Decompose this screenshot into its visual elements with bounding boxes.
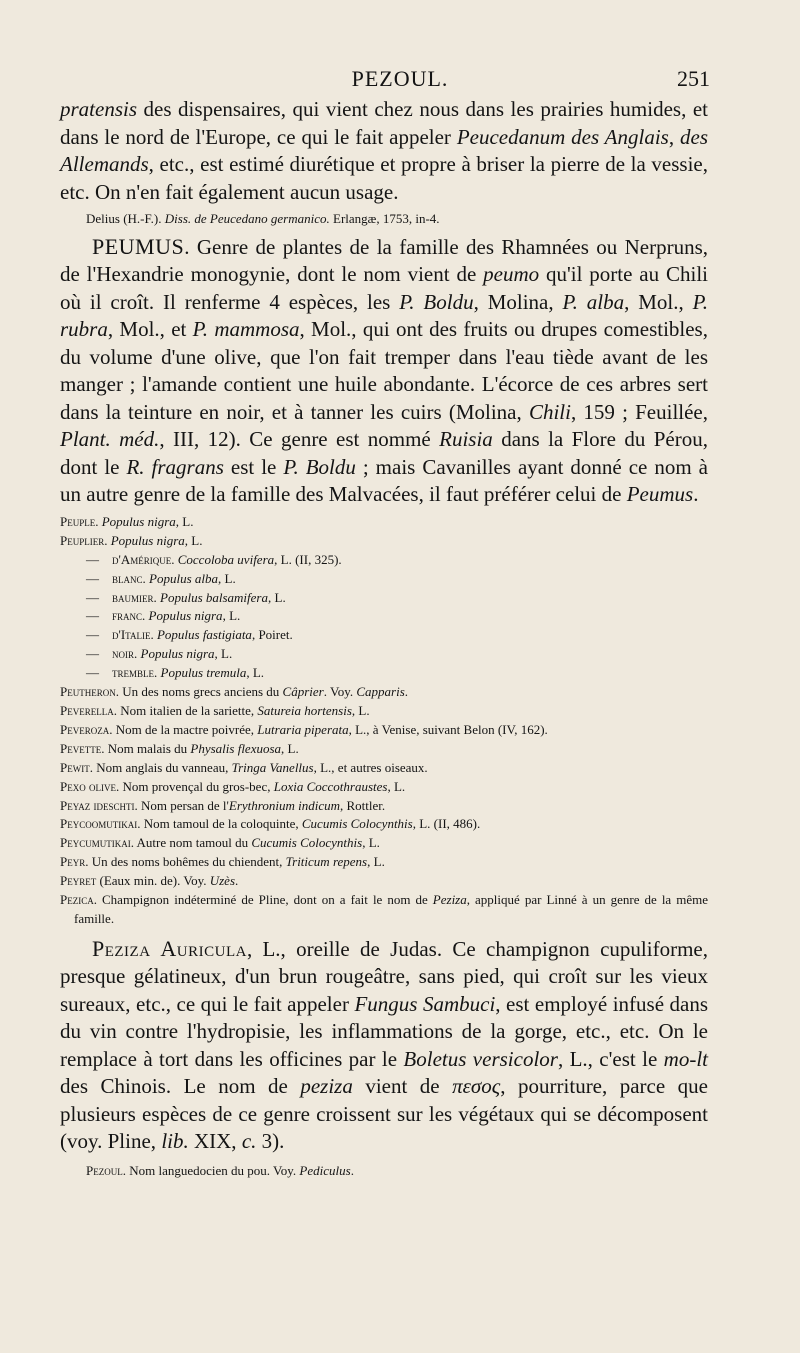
italic-run: des Allemands xyxy=(60,124,708,176)
reference-delius-block xyxy=(60,210,708,229)
text-run: . Nom languedocien du pou. Voy. xyxy=(122,1162,300,1178)
text-run: . xyxy=(150,627,157,643)
text-run: . xyxy=(171,551,178,567)
text-run: , L. xyxy=(268,589,286,605)
text-run: 3). xyxy=(256,1129,285,1154)
list-item xyxy=(60,759,708,778)
list-item xyxy=(60,853,708,872)
italic-run: pratensis xyxy=(60,97,138,121)
text-run: . Nom provençal du gros-bec, xyxy=(115,778,274,794)
text-column xyxy=(60,96,708,1181)
text-run: . Genre de plantes de la famille des Rhamnées ou Nerpruns, de l'Hexandrie monogynie, dont le nom vient de xyxy=(60,234,708,287)
small-caps-run: Peycoomutikai xyxy=(60,816,138,832)
small-caps-run: Peveroza xyxy=(60,721,110,737)
text-run: . xyxy=(235,873,239,889)
italic-run: P. mammosa xyxy=(192,317,300,342)
text-run: , III, 12). Ce genre est nommé xyxy=(159,427,440,452)
italic-run: Satureia hortensis xyxy=(257,702,352,718)
text-run: , L. (II, 486). xyxy=(412,816,481,832)
text-run: , etc., est estimé diurétique et propre à briser la pierre de la vessie, etc. On n'en fait également aucun usage. xyxy=(60,152,708,204)
text-run: ; mais Cavanilles ayant donné ce nom à un autre genre de la famille des Malvacées, il faut préférer celui de xyxy=(60,454,708,507)
text-run: . Voy. xyxy=(323,684,357,700)
list-item xyxy=(60,702,708,721)
paragraph-peumus xyxy=(60,233,708,509)
text-run: . Nom malais du xyxy=(101,740,191,756)
small-caps-run: Pezoul xyxy=(86,1162,123,1178)
italic-run: c. xyxy=(241,1129,257,1154)
italic-run: Fungus Sambuci xyxy=(354,991,496,1016)
text-run: . Autre nom tamoul du xyxy=(130,835,252,851)
text-run: , L. xyxy=(387,778,406,794)
ditto-dash: — xyxy=(86,646,99,662)
italic-run: peziza xyxy=(300,1074,353,1099)
running-head: PEZOUL. xyxy=(351,66,449,91)
entry-pezoul xyxy=(60,1162,708,1181)
small-caps-run: Peyret xyxy=(60,873,97,889)
entry-peziza-block xyxy=(60,935,708,1156)
text-run: , Mol., xyxy=(624,289,693,314)
text-run: vient de xyxy=(352,1074,453,1099)
italic-run: Plant. méd. xyxy=(60,427,160,452)
text-run: , est employé infusé dans du vin contre l'hydropisie, les inflammations de la gorge, etc., etc. On le remplace à tort dans les officines par le xyxy=(60,991,709,1071)
list-item xyxy=(60,626,708,645)
text-run: , L., oreille de Judas. Ce champignon cupuliforme, presque gélatineux, d'un brun rougeâtre, sans pied, qui croît sur les vieux sureaux, etc., ce qui le fait appeler xyxy=(60,936,708,1016)
small-caps-run: Peyr xyxy=(60,854,86,870)
text-run: , L. xyxy=(281,740,299,756)
text-run: , appliqué par Linné à un genre de la même famille. xyxy=(74,892,708,926)
italic-run: peumo xyxy=(483,262,540,287)
text-run: . xyxy=(350,1162,354,1178)
text-run: . Nom persan de l' xyxy=(134,797,229,813)
list-item xyxy=(60,532,708,551)
text-run: . Champignon indéterminé de Pline, dont on a fait le nom de xyxy=(93,892,433,908)
entry-peumus-block xyxy=(60,233,708,509)
italic-run: P. Boldu xyxy=(399,289,474,314)
italic-run: Chili xyxy=(528,399,571,424)
text-run: . Nom tamoul de la coloquinte, xyxy=(137,816,302,832)
text-run: , L. xyxy=(351,702,370,718)
text-run: , Mol., qui ont des fruits ou drupes comestibles, du volume d'une olive, que l'on fait tremper dans l'eau tiède avant de les manger ; l'amande contient une huile abondante. L'écorce de ces arbres sert dans la teinture en noir, et à tanner les cuirs (Molina, xyxy=(60,317,708,424)
text-run: . Nom italien de la sariette, xyxy=(113,702,258,718)
reference-delius xyxy=(60,210,708,229)
text-run: , L. xyxy=(362,835,380,851)
text-run: . xyxy=(134,646,141,662)
italic-run: Triticum repens xyxy=(285,854,368,870)
text-run: Erlangæ, 1753, in-4. xyxy=(329,211,440,226)
text-run: . Un des noms bohêmes du chiendent, xyxy=(85,854,286,870)
text-run: , xyxy=(668,124,680,149)
italic-run: Erythronium indicum xyxy=(228,797,340,813)
text-run: . xyxy=(95,513,102,529)
text-run: . xyxy=(154,665,161,681)
entry-heading-peziza: Peziza Auricula xyxy=(92,935,247,961)
short-entries-list xyxy=(60,513,708,929)
small-caps-run: Peyaz ideschti xyxy=(60,797,135,813)
italic-run: Populus fastigiata xyxy=(156,627,252,643)
list-item xyxy=(60,645,708,664)
text-run: , L., et autres oiseaux. xyxy=(313,759,428,775)
ditto-dash: — xyxy=(86,589,99,605)
text-run: , L. xyxy=(246,665,265,681)
italic-run: Populus nigra xyxy=(110,532,185,548)
text-run: XIX, xyxy=(188,1129,242,1154)
italic-run: Peumus xyxy=(626,482,694,507)
italic-run: Populus nigra xyxy=(140,646,215,662)
italic-run: R. fragrans xyxy=(126,454,224,479)
text-run: . Nom anglais du vanneau, xyxy=(89,759,232,775)
text-run: des dispensaires, qui vient chez nous dans les prairies humides, et dans le nord de l'Europe, ce qui le fait appeler xyxy=(60,97,708,149)
italic-run: P. rubra xyxy=(60,289,708,342)
text-run: Delius (H.-F.). xyxy=(86,211,165,226)
list-item xyxy=(60,740,708,759)
small-caps-run: Pexo olive xyxy=(60,778,116,794)
small-caps-run: d'Italie xyxy=(112,627,151,643)
small-caps-run: blanc xyxy=(112,570,143,586)
text-run: . xyxy=(142,570,150,586)
italic-run: P. alba xyxy=(562,289,625,314)
ditto-dash: — xyxy=(86,608,99,624)
list-item xyxy=(60,570,708,589)
list-item xyxy=(60,797,708,816)
italic-run: Boletus versicolor xyxy=(403,1046,558,1071)
text-run: . Un des noms grecs anciens du xyxy=(115,684,283,700)
text-run: des Chinois. Le nom de xyxy=(60,1074,301,1099)
list-item xyxy=(60,891,708,929)
list-item xyxy=(60,664,708,683)
small-caps-run: franc xyxy=(112,608,143,624)
list-item xyxy=(60,589,708,608)
text-run: . xyxy=(404,684,409,700)
italic-run: Loxia Coccothraustes xyxy=(273,778,388,794)
text-run: . xyxy=(693,482,699,507)
italic-run: Populus nigra xyxy=(148,608,223,624)
text-run: , L. xyxy=(222,608,241,624)
small-caps-run: tremble xyxy=(112,665,154,681)
text-run: , L. (II, 325). xyxy=(274,551,342,567)
italic-run: Populus nigra xyxy=(101,513,176,529)
text-run: , Molina, xyxy=(473,289,563,314)
ditto-dash: — xyxy=(86,551,99,567)
italic-run: Câprier xyxy=(282,684,324,700)
small-caps-run: Peycumutikai xyxy=(60,835,131,851)
italic-run: Populus alba xyxy=(149,570,218,586)
text-run: , 159 ; Feuillée, xyxy=(570,399,709,424)
list-item xyxy=(60,721,708,740)
list-item xyxy=(60,778,708,797)
small-caps-run: noir xyxy=(112,646,134,662)
small-caps-run: Peuplier xyxy=(60,532,105,548)
italic-run: πεσος xyxy=(452,1074,501,1099)
text-run: , Poiret. xyxy=(251,627,293,643)
text-run: , L. xyxy=(214,646,233,662)
text-run: , L. xyxy=(184,532,203,548)
italic-run: Ruisia xyxy=(439,427,493,452)
text-run: . Nom de la mactre poivrée, xyxy=(109,721,258,737)
italic-run: Pediculus xyxy=(299,1162,351,1178)
italic-run: Uzès xyxy=(209,873,236,889)
text-run: , L. xyxy=(175,513,194,529)
list-item xyxy=(60,513,708,532)
italic-run: Populus balsamifera xyxy=(160,589,268,605)
text-run: qu'il porte au Chili où il croît. Il renferme 4 espèces, les xyxy=(60,262,708,314)
italic-run: Tringa Vanellus xyxy=(231,759,314,775)
text-run: , Rottler. xyxy=(339,797,386,813)
small-caps-run: Pezica xyxy=(60,892,94,908)
ditto-dash: — xyxy=(86,627,99,643)
list-item xyxy=(60,834,708,853)
text-run: . xyxy=(153,589,161,605)
italic-run: Lutraria piperata xyxy=(257,721,349,737)
small-caps-run: baumier xyxy=(112,589,154,605)
paragraph-pratensis xyxy=(60,96,708,206)
text-run: , L. xyxy=(367,854,385,870)
text-run: dans la Flore du Pérou, dont le xyxy=(60,427,708,479)
list-item xyxy=(60,872,708,891)
italic-run: Peziza xyxy=(432,892,467,908)
italic-run: Capparis xyxy=(356,684,405,700)
list-item xyxy=(60,683,708,702)
italic-run: Peucedanum des Anglais xyxy=(456,124,669,149)
entry-pezoul-block xyxy=(60,1162,708,1181)
small-caps-run: Peuple xyxy=(60,513,96,529)
text-run: , L. xyxy=(218,570,236,586)
italic-run: lib. xyxy=(161,1129,189,1154)
page-header xyxy=(0,66,800,96)
paragraph-peziza xyxy=(60,935,708,1156)
ditto-dash: — xyxy=(86,570,99,586)
italic-run: Diss. de Peucedano germanico. xyxy=(164,211,330,226)
italic-run: P. Boldu xyxy=(283,454,356,479)
italic-run: Cucumis Colocynthis xyxy=(301,816,413,832)
text-run: , Mol., et xyxy=(107,317,193,342)
list-item xyxy=(60,551,708,570)
text-run: , L., c'est le xyxy=(557,1046,664,1071)
italic-run: Physalis flexuosa xyxy=(190,740,282,756)
list-item xyxy=(60,607,708,626)
small-caps-run: Pewit xyxy=(60,759,90,775)
italic-run: Populus tremula xyxy=(160,665,247,681)
list-item xyxy=(60,815,708,834)
small-caps-run: Peverella xyxy=(60,702,114,718)
entry-pratensis-block xyxy=(60,96,708,206)
text-run: , L., à Venise, suivant Belon (IV, 162). xyxy=(348,721,548,737)
text-run: . xyxy=(142,608,149,624)
entry-heading-peumus: PEUMUS xyxy=(92,233,185,259)
small-caps-run: d'Amérique xyxy=(112,551,172,567)
ditto-dash: — xyxy=(86,665,99,681)
italic-run: Coccoloba uvifera xyxy=(177,551,275,567)
text-run: est le xyxy=(223,454,284,479)
small-caps-run: Peutheron xyxy=(60,684,116,700)
italic-run: Cucumis Colocynthis xyxy=(251,835,363,851)
small-caps-run: Pevette xyxy=(60,740,102,756)
italic-run: mo-lt xyxy=(663,1046,708,1071)
text-run: (Eaux min. de). Voy. xyxy=(96,873,210,889)
text-run: , pourriture, parce que plusieurs espèces de ce genre croissent sur les végétaux qui se décomposent (voy. Pline, xyxy=(60,1074,708,1154)
page-number: 251 xyxy=(677,66,710,91)
text-run: . xyxy=(104,532,111,548)
